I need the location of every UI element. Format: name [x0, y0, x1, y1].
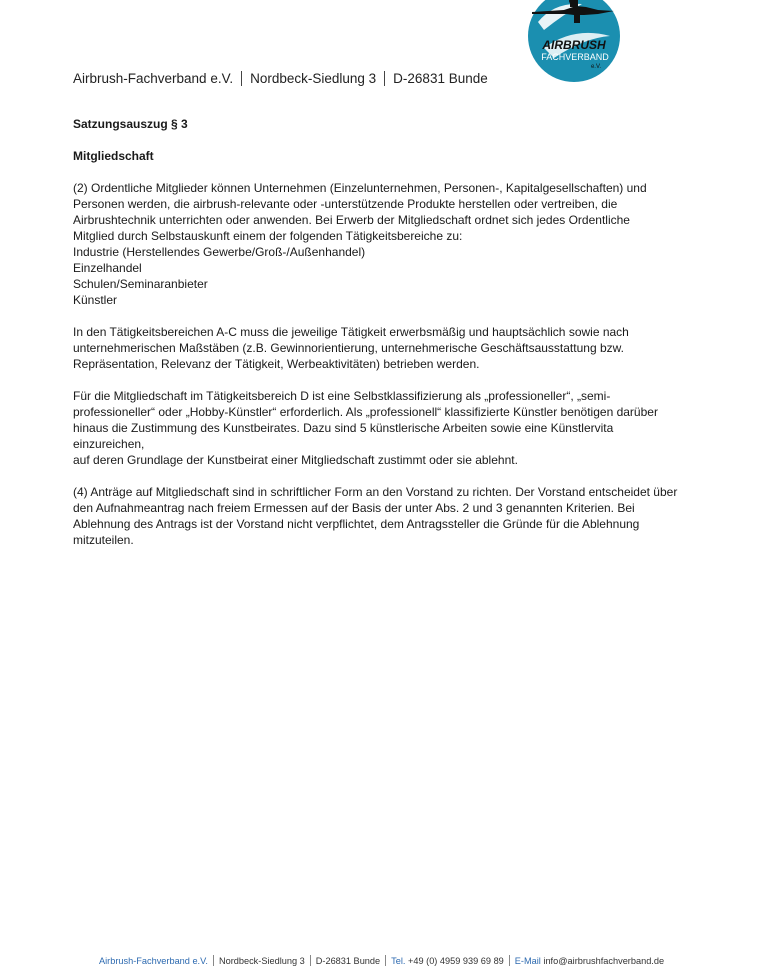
text-line: Personen werden, die airbrush-relevante oder -unterstützende Produkte herstellen oder vertreiben, die — [73, 197, 618, 211]
text-line: Ablehnung des Antrags ist der Vorstand nicht verpflichtet, dem Antragssteller die Gründe für die Ablehnung — [73, 517, 640, 531]
list-item: Einzelhandel — [73, 261, 142, 275]
logo-text-fachverband: FACHVERBAND — [541, 52, 609, 62]
text-line: (2) Ordentliche Mitglieder können Unternehmen (Einzelunternehmen, Personen-, Kapitalgesellschaften) und — [73, 181, 647, 195]
text-line: auf deren Grundlage der Kunstbeirat einer Mitgliedschaft zustimmt oder sie ablehnt. — [73, 453, 518, 467]
text-line: Für die Mitgliedschaft im Tätigkeitsbereich D ist eine Selbstklassifizierung als „professioneller“, „semi- — [73, 389, 611, 403]
text-line: professioneller“ oder „Hobby-Künstler“ erforderlich. Als „professionell“ klassifizierte Künstler benötigen darüber — [73, 405, 658, 419]
letterhead — [73, 71, 488, 86]
text-line: (4) Anträge auf Mitgliedschaft sind in schriftlicher Form an den Vorstand zu richten. Der Vorstand entscheidet über — [73, 485, 678, 499]
footer-tel-label: Tel. — [391, 955, 406, 966]
footer-org: Airbrush-Fachverband e.V. — [99, 955, 208, 966]
text-line: hinaus die Zustimmung des Kunstbeirates. Dazu sind 5 künstlerische Arbeiten sowie eine Künstlervita einzureichen, — [73, 421, 614, 451]
text-line: mitzuteilen. — [73, 533, 134, 547]
text-line: In den Tätigkeitsbereichen A-C muss die jeweilige Tätigkeit erwerbsmäßig und hauptsächlich sowie nach — [73, 325, 629, 339]
text-line: Repräsentation, Relevanz der Tätigkeit, Werbeaktivitäten) betrieben werden. — [73, 357, 480, 371]
logo-text-airbrush: AIRBRUSH — [542, 38, 606, 52]
document-body — [73, 116, 683, 564]
text-line: Airbrushtechnik unterrichten oder anwenden. Bei Erwerb der Mitgliedschaft ordnet sich jedes Ordentliche — [73, 213, 630, 227]
logo-text-ev: e.V. — [590, 64, 602, 70]
footer-tel-value: +49 (0) 4959 939 69 89 — [408, 955, 504, 966]
footer-divider — [509, 955, 510, 966]
footer-street: Nordbeck-Siedlung 3 — [218, 955, 305, 966]
text-line: unternehmerischen Maßstäben (z.B. Gewinnorientierung, unternehmerische Geschäftsausstattung bzw. — [73, 341, 624, 355]
paragraph-applications — [73, 484, 683, 548]
list-item: Industrie (Herstellendes Gewerbe/Groß-/Außenhandel) — [73, 245, 366, 259]
section-subheading: Mitgliedschaft — [73, 149, 154, 163]
paragraph-area-d — [73, 388, 683, 468]
paragraph-areas-a-c — [73, 324, 683, 372]
letterhead-street: Nordbeck-Siedlung 3 — [250, 71, 377, 86]
letterhead-org: Airbrush-Fachverband e.V. — [73, 71, 234, 86]
text-line: Mitglied durch Selbstauskunft einem der folgenden Tätigkeitsbereiche zu: — [73, 229, 463, 243]
footer-divider — [213, 955, 214, 966]
list-item: Schulen/Seminaranbieter — [73, 277, 208, 291]
footer-email-value[interactable]: info@airbrushfachverband.de — [543, 955, 665, 966]
airbrush-fachverband-logo — [524, 0, 622, 86]
page-footer — [99, 955, 664, 966]
letterhead-city: D-26831 Bunde — [393, 71, 488, 86]
section-heading: Satzungsauszug § 3 — [73, 117, 188, 131]
footer-email-label: E-Mail — [514, 955, 541, 966]
paragraph-membership-types — [73, 180, 683, 308]
footer-divider — [385, 955, 386, 966]
letterhead-divider — [241, 71, 242, 86]
list-item: Künstler — [73, 293, 118, 307]
letterhead-divider — [384, 71, 385, 86]
footer-divider — [310, 955, 311, 966]
footer-city: D-26831 Bunde — [315, 955, 381, 966]
text-line: den Aufnahmeantrag nach freiem Ermessen auf der Basis der unter Abs. 2 und 3 genannten Kriterien. Bei — [73, 501, 635, 515]
